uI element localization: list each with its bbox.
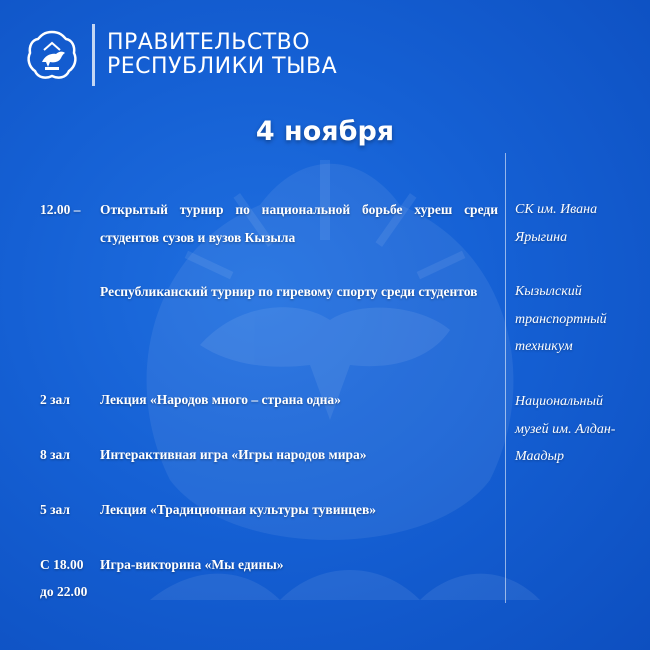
- venue-line: Ярыгина: [515, 229, 568, 245]
- venue-line: музей им. Алдан-: [515, 421, 616, 437]
- column-divider: [505, 153, 506, 603]
- header: [26, 24, 337, 86]
- schedule-time: 2 зал: [40, 392, 70, 407]
- venue-line: техникум: [515, 339, 573, 354]
- schedule-event: Республиканский турнир по гиревому спорту среди студентов: [100, 284, 478, 299]
- schedule-event: Игра-викторина «Мы едины»: [100, 557, 284, 572]
- header-divider: [92, 24, 95, 86]
- venue-line: транспортный: [515, 311, 607, 327]
- schedule-event: Интерактивная игра «Игры народов мира»: [100, 447, 367, 462]
- schedule-event: Лекция «Народов много – страна одна»: [100, 392, 341, 407]
- schedule-event: Открытый турнир по национальной борьбе хуреш среди студентов сузов и вузов Кызыла: [100, 202, 498, 245]
- org-line-2: РЕСПУБЛИКИ ТЫВА: [107, 54, 338, 79]
- schedule-time: 12.00 –: [40, 202, 81, 217]
- venue-line: Национальный: [515, 394, 603, 409]
- venue: [515, 278, 640, 361]
- venue: [515, 196, 640, 251]
- tuva-emblem-icon: [26, 29, 78, 81]
- org-line-1: ПРАВИТЕЛЬСТВО: [107, 30, 311, 55]
- schedule-time: до 22.00: [40, 584, 88, 599]
- venue-line: Маадыр: [515, 449, 565, 464]
- organization-name: [107, 31, 337, 79]
- venue-line: СК им. Ивана: [515, 202, 598, 217]
- schedule-time: С 18.00: [40, 557, 84, 572]
- schedule-event: Лекция «Традиционная культуры тувинцев»: [100, 502, 377, 517]
- page-title: 4 ноября: [255, 116, 395, 147]
- schedule-time: 5 зал: [40, 502, 70, 517]
- schedule-time: 8 зал: [40, 447, 70, 462]
- venue-line: Кызылский: [515, 284, 582, 299]
- venue: [515, 388, 640, 471]
